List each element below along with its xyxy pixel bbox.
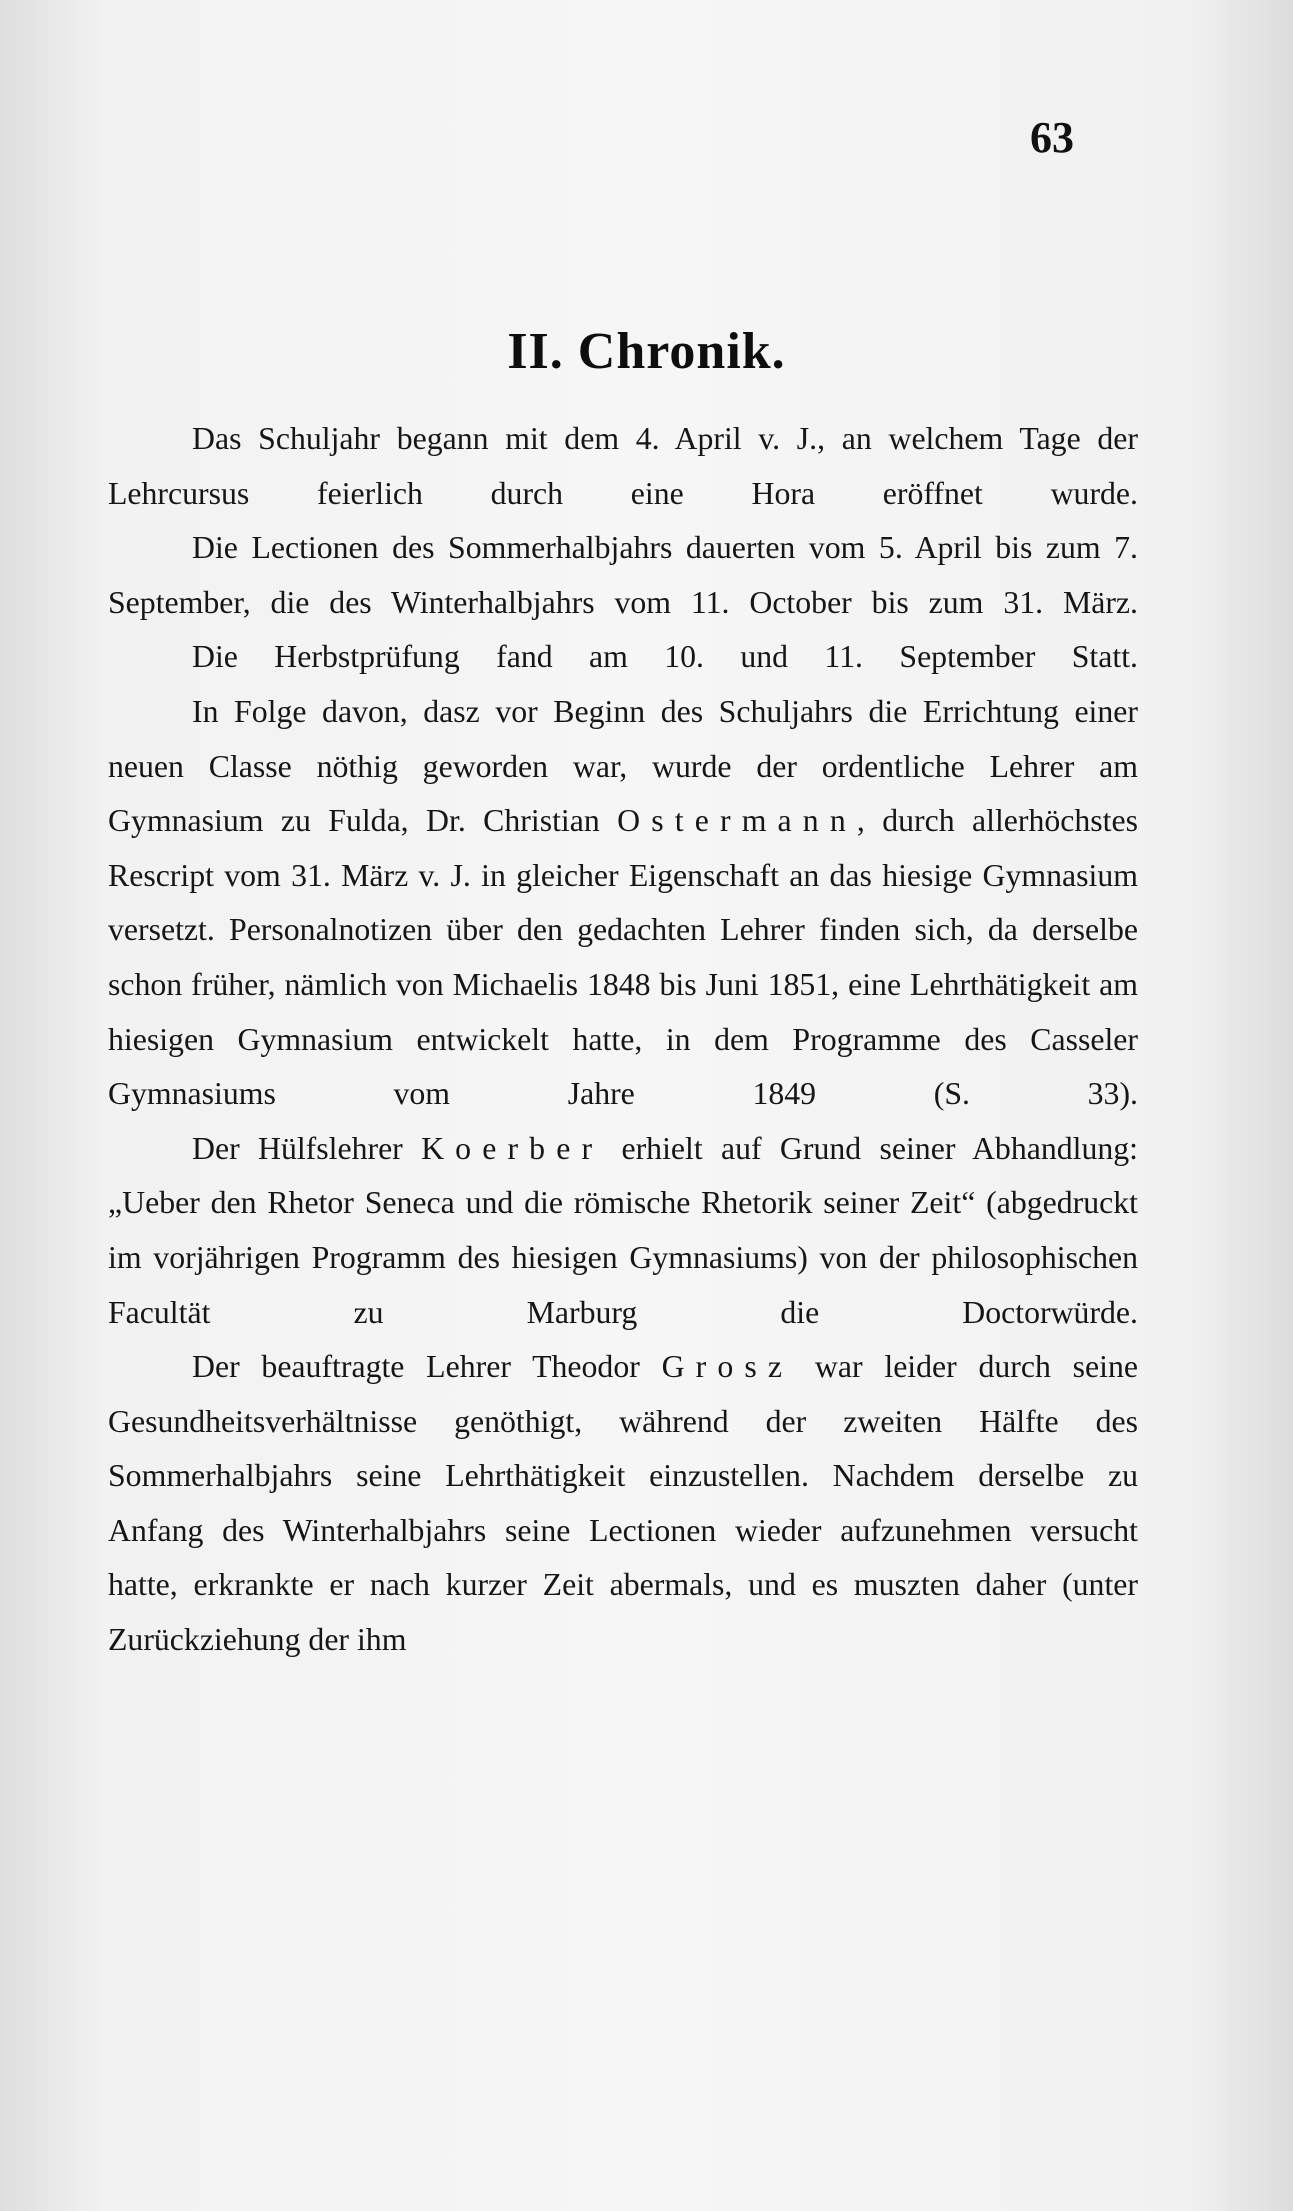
text-run: , durch allerhöchstes Rescript vom 31. März v. J. in gleicher Eigenschaft an das hiesige Gymnasium versetzt. Personalnotizen über den gedachten Lehrer finden sich, da derselbe schon früher, nämlich von Michaelis 1848 bis Juni 1851, eine Lehrthätigkeit am hiesigen Gymnasium entwickelt hatte, in dem Programme des Casseler Gymnasiums vom Jahre 1849 (S. 33).: [108, 803, 1138, 1112]
text-run: Der beauftragte Lehrer Theodor: [192, 1349, 662, 1385]
page-number: 63: [1030, 113, 1074, 162]
text-run: Die Herbstprüfung fand am 10. und 11. September Statt.: [192, 639, 1138, 675]
paragraph-school-year-start: [108, 412, 1138, 521]
text-run: erhielt auf Grund seiner Abhandlung: „Ueber den Rhetor Seneca und die römische Rhetorik seiner Zeit“ (abgedruckt im vorjährigen Programm des hiesigen Gymnasiums) von der philosophischen Facultät zu Marburg die Doctorwürde.: [108, 1130, 1138, 1330]
paragraph-grosz: [108, 1340, 1138, 1668]
text-run: In Folge davon, dasz vor Beginn des Schuljahrs die Errichtung einer neuen Classe nöthig geworden war, wurde der ordentliche Lehrer am Gymnasium zu Fulda, Dr. Christian: [108, 693, 1138, 839]
paragraph-autumn-exam: [108, 630, 1138, 685]
paragraph-lesson-periods: [108, 521, 1138, 630]
spaced-name-ostermann: Ostermann: [617, 803, 857, 839]
body-text: [108, 412, 1138, 1668]
text-run: Das Schuljahr begann mit dem 4. April v. J., an welchem Tage der Lehrcursus feierlich durch eine Hora eröffnet wurde.: [108, 421, 1138, 511]
text-run: war leider durch seine Gesundheitsverhältnisse genöthigt, während der zweiten Hälfte des Sommerhalbjahrs seine Lehrthätigkeit einzustellen. Nachdem derselbe zu Anfang des Winterhalbjahrs seine Lectionen wieder aufzunehmen versucht hatte, erkrankte er nach kurzer Zeit abermals, und es muszten daher (unter Zurückziehung der ihm: [108, 1349, 1138, 1658]
text-run: Der Hülfslehrer: [192, 1130, 422, 1166]
chapter-heading: II. Chronik.: [507, 323, 786, 380]
spaced-name-koerber: Koerber: [421, 1130, 604, 1166]
paragraph-new-class: [108, 685, 1138, 1122]
spaced-name-grosz: Grosz: [661, 1349, 794, 1385]
text-run: Die Lectionen des Sommerhalbjahrs dauerten vom 5. April bis zum 7. September, die des Winterhalbjahrs vom 11. October bis zum 31. März.: [108, 530, 1138, 620]
paragraph-koerber: [108, 1122, 1138, 1340]
